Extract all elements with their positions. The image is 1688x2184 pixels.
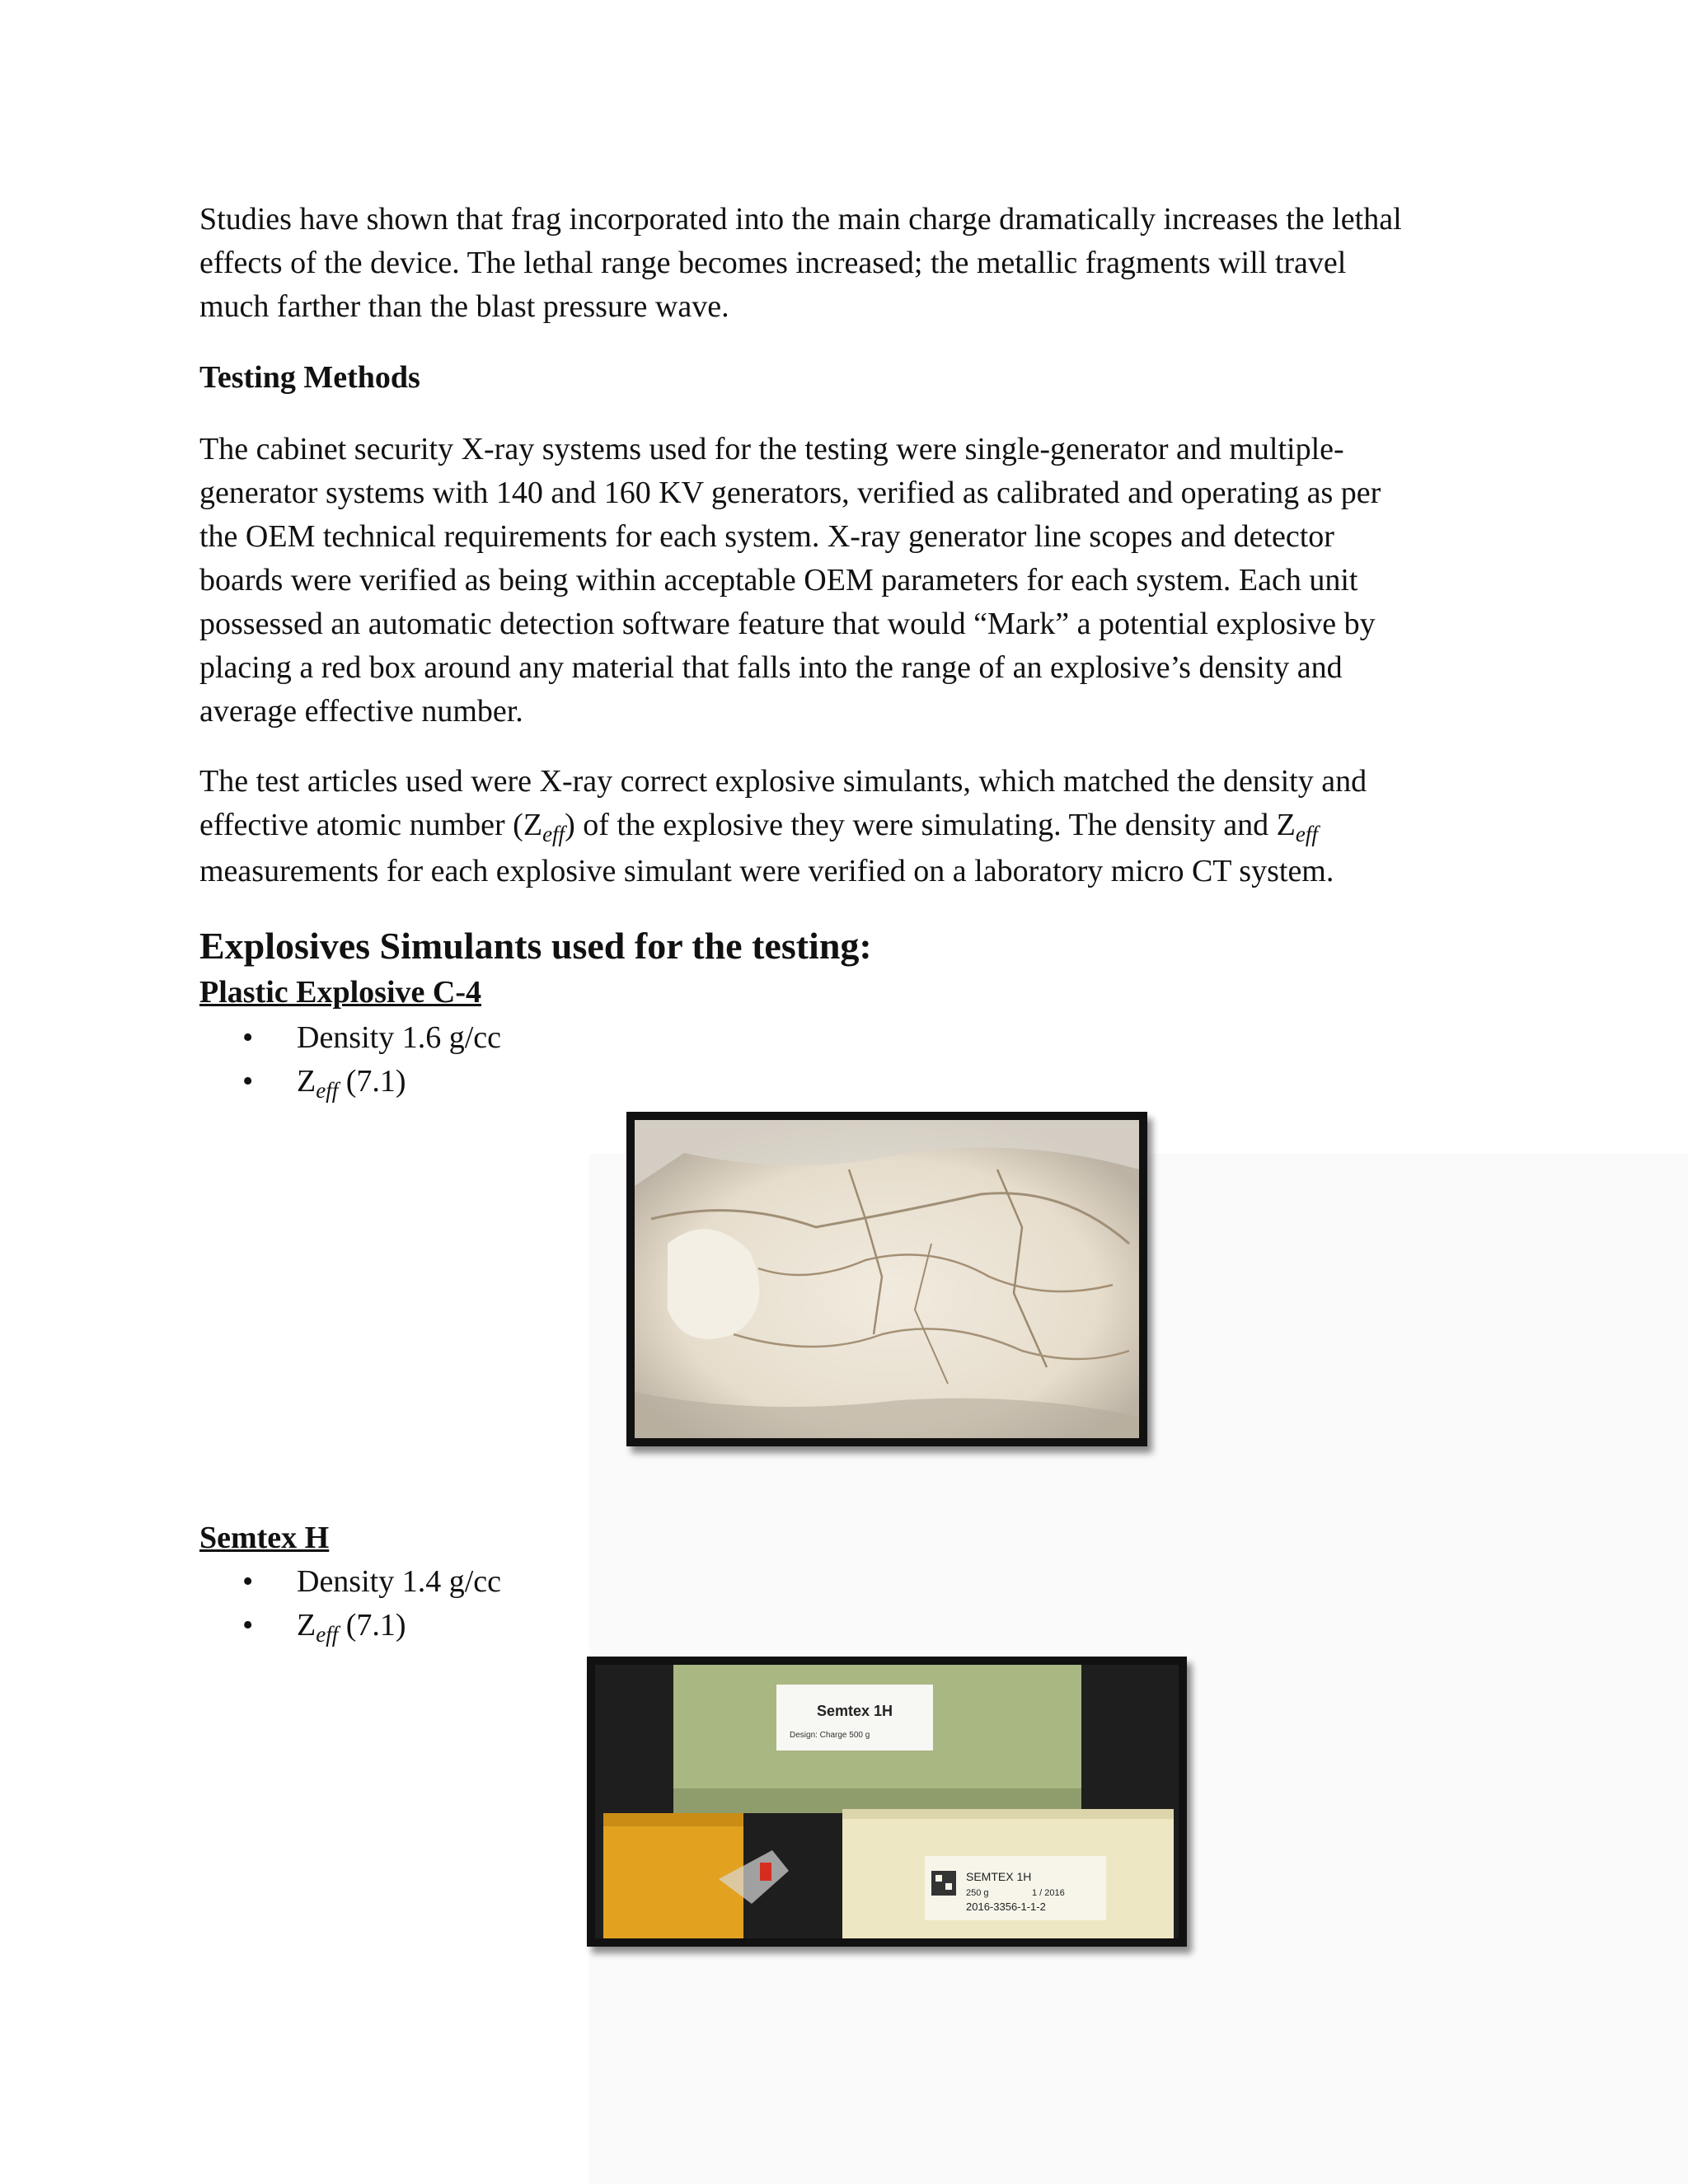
zeff-symbol: Z [297, 1608, 316, 1643]
subscript: eff [316, 1622, 339, 1647]
density-value: Density 1.6 g/cc [297, 1020, 502, 1055]
list-item [199, 1604, 501, 1650]
bullet-icon: • [242, 1564, 254, 1599]
list-item [199, 1060, 501, 1106]
text-line: boards were verified as being within acceptable OEM parameters for each system. Each unit [199, 563, 1358, 598]
text-line: possessed an automatic detection software feature that would “Mark” a potential explosive by [199, 607, 1376, 641]
text-line: measurements for each explosive simulant were verified on a laboratory micro CT system. [199, 854, 1334, 888]
zeff-value: (7.1) [338, 1064, 406, 1099]
semtex-properties-list [199, 1560, 501, 1650]
text-line: The cabinet security X-ray systems used for the testing were single-generator and multiple- [199, 432, 1344, 466]
text-line: placing a red box around any material that falls into the range of an explosive’s density and [199, 650, 1343, 685]
text-line: The test articles used were X-ray correct explosive simulants, which matched the density and [199, 764, 1367, 799]
intro-paragraph [199, 198, 1502, 329]
bullet-icon: • [242, 1064, 254, 1099]
zeff-symbol: Z [297, 1064, 316, 1099]
text-line: ) of the explosive they were simulating. The density and Z [565, 808, 1296, 842]
c4-simulant-photo [626, 1112, 1147, 1446]
bullet-icon: • [242, 1608, 254, 1643]
text-line: Studies have shown that frag incorporated into the main charge dramatically increases the lethal [199, 202, 1402, 237]
testing-paragraph [199, 428, 1502, 733]
test-articles-paragraph [199, 760, 1502, 893]
semtex-simulant-photo [587, 1657, 1187, 1947]
semtex-photo-graphic [595, 1665, 1179, 1938]
bottom-label-lot: 2016-3356-1-1-2 [966, 1900, 1046, 1913]
bottom-label-weight: 250 g [966, 1888, 989, 1898]
subscript: eff [542, 822, 565, 846]
list-item [199, 1560, 501, 1604]
subscript: eff [1295, 822, 1318, 846]
text-line: average effective number. [199, 694, 523, 729]
top-label-title: Semtex 1H [816, 1703, 893, 1719]
text-line: generator systems with 140 and 160 KV generators, verified as calibrated and operating as per [199, 476, 1381, 510]
top-label-design: Design: Charge 500 g [790, 1731, 870, 1740]
testing-methods-heading: Testing Methods [199, 360, 420, 395]
text-line: much farther than the blast pressure wave. [199, 289, 729, 324]
c4-properties-list [199, 1016, 501, 1106]
list-item [199, 1016, 501, 1060]
bottom-label-title: SEMTEX 1H [966, 1870, 1032, 1883]
subscript: eff [316, 1078, 339, 1103]
semtex-heading: Semtex H [199, 1521, 330, 1555]
simulants-heading: Explosives Simulants used for the testing: [199, 925, 872, 967]
text-line: effects of the device. The lethal range becomes increased; the metallic fragments will travel [199, 246, 1347, 280]
c4-photo-graphic [635, 1120, 1139, 1438]
c4-heading: Plastic Explosive C-4 [199, 975, 481, 1010]
text-line: effective atomic number (Z [199, 808, 543, 842]
bottom-label-date: 1 / 2016 [1032, 1888, 1065, 1898]
bullet-icon: • [242, 1020, 254, 1055]
zeff-value: (7.1) [338, 1608, 406, 1643]
density-value: Density 1.4 g/cc [297, 1564, 502, 1599]
text-line: the OEM technical requirements for each system. X-ray generator line scopes and detector [199, 519, 1334, 554]
